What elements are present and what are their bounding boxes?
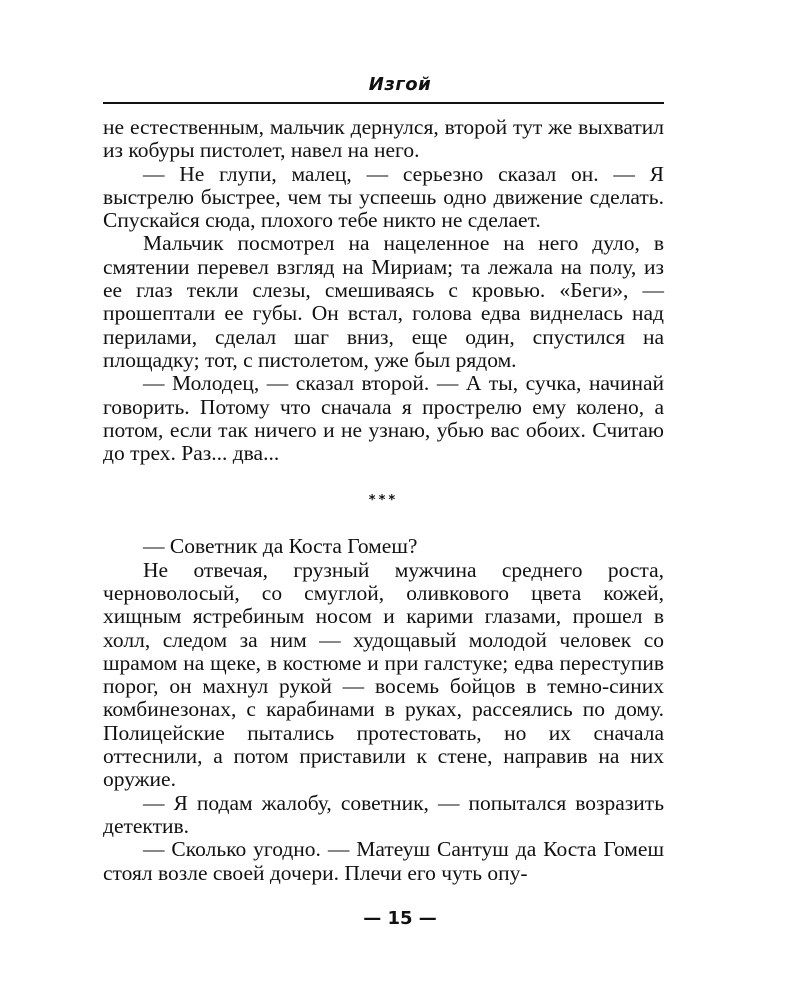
body-text [103, 116, 664, 885]
page-number: — 15 — [363, 908, 437, 929]
header-rule [103, 102, 664, 104]
paragraph: — Советник да Коста Гомеш? [143, 534, 418, 559]
paragraph: — Молодец, — сказал второй. — А ты, сучка, начинай говорить. Потому что сначала я прострелю ему колено, а потом, если так ничего и не узнаю, убью вас обоих. Считаю до трех. Раз... два... [103, 371, 664, 466]
paragraph: — Не глупи, малец, — серьезно сказал он. — Я выстрелю быстрее, чем ты успеешь одно движение сделать. Спускайся сюда, плохого тебе никто не сделает. [103, 161, 664, 233]
section-separator: *** [368, 492, 399, 508]
paragraph: — Я подам жалобу, советник, — попытался возразить детектив. [103, 790, 664, 838]
paragraph: Не отвечая, грузный мужчина среднего роста, черноволосый, со смуглой, оливкового цвета кожей, хищным ястребиным носом и карими глазами, прошел в холл, следом за ним — худощавый молодой человек со шрамом на щеке, в костюме и при галстуке; едва переступив порог, он махнул рукой — восемь бойцов в темно-синих комбинезонах, с карабинами в руках, рассеялись по дому. Полицейские пытались протестовать, но их сначала оттеснили, а потом приставили к стене, направив на них оружие. [103, 557, 664, 792]
running-head: Изгой [368, 74, 432, 95]
paragraph: — Сколько угодно. — Матеуш Сантуш да Коста Гомеш стоял возле своей дочери. Плечи его чуть опу- [103, 837, 664, 885]
paragraph-continuation: не естественным, мальчик дернулся, второй тут же выхватил из кобуры пистолет, навел на него. [103, 115, 664, 163]
paragraph: Мальчик посмотрел на нацеленное на него дуло, в смятении перевел взгляд на Мириам; та лежала на полу, из ее глаз текли слезы, смешиваясь с кровью. «Беги», — прошептали ее губы. Он встал, голова едва виднелась над перилами, сделал шаг вниз, еще один, спустился на площадку; тот, с пистолетом, уже был рядом. [103, 231, 664, 372]
